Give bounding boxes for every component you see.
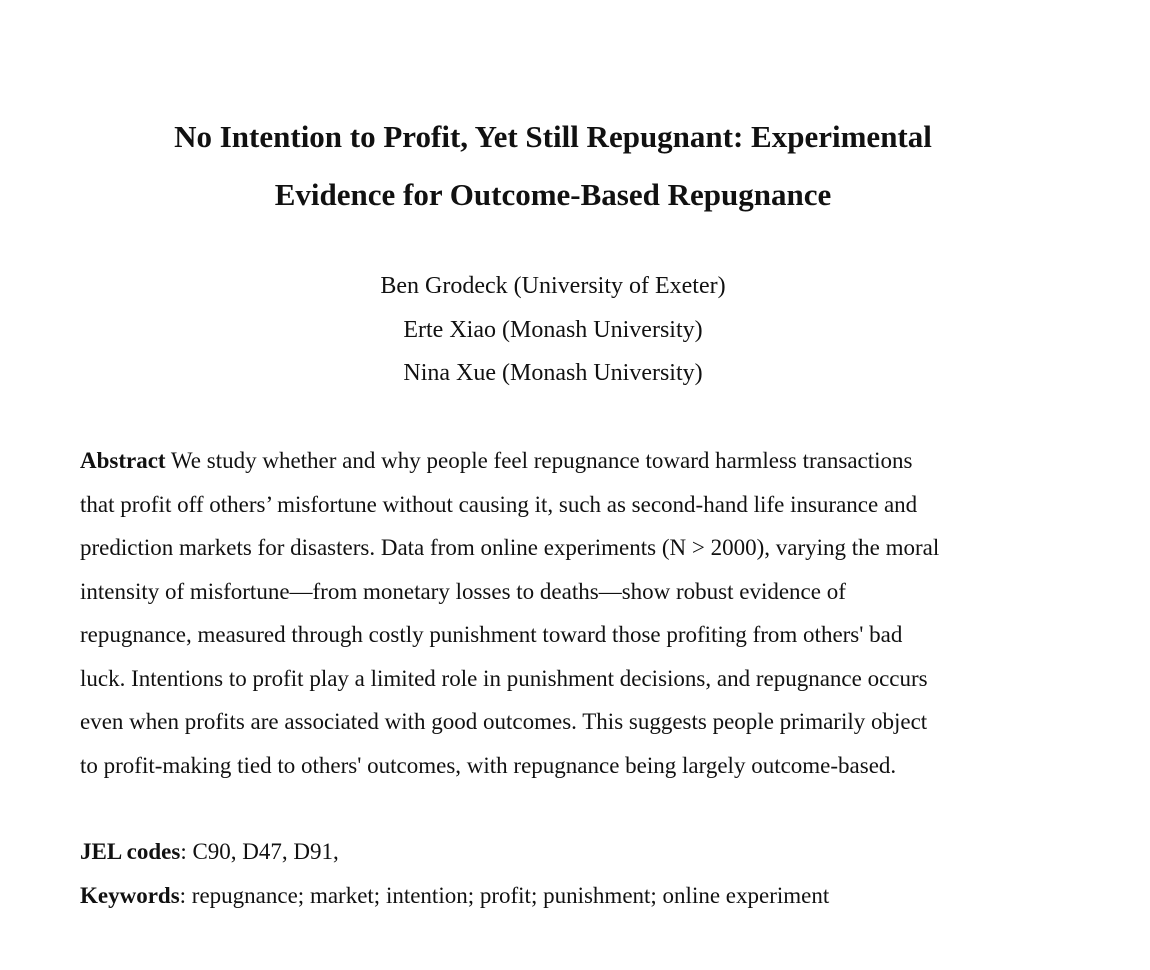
abstract-line: [80, 439, 1040, 483]
author-list: [80, 265, 1026, 396]
author: Nina Xue (Monash University): [403, 360, 703, 386]
paper-metadata: [80, 830, 1040, 917]
abstract-text: We study whether and why people feel repugnance toward harmless transactions: [165, 448, 913, 473]
abstract-line: intensity of misfortune—from monetary losses to deaths—show robust evidence of: [80, 578, 846, 604]
abstract-line: to profit-making tied to others' outcomes, with repugnance being largely outcome-based.: [80, 752, 897, 778]
title-line: No Intention to Profit, Yet Still Repugnant: Experimental: [174, 119, 932, 154]
abstract-line: that profit off others’ misfortune without causing it, such as second-hand life insurance and: [80, 491, 918, 517]
keywords-value: : repugnance; market; intention; profit; punishment; online experiment: [179, 882, 830, 908]
jel-label: JEL codes: [80, 839, 181, 864]
keywords: [80, 874, 1040, 918]
author: Ben Grodeck (University of Exeter): [380, 273, 726, 299]
abstract-line: prediction markets for disasters. Data from online experiments (N > 2000), varying the moral: [80, 535, 940, 560]
abstract-line: repugnance, measured through costly punishment toward those profiting from others' bad: [80, 622, 903, 647]
abstract: [80, 439, 1040, 787]
author: Erte Xiao (Monash University): [403, 316, 703, 343]
paper-title: [80, 108, 1026, 224]
keywords-label: Keywords: [80, 882, 180, 908]
abstract-label: Abstract: [80, 448, 166, 473]
abstract-line: even when profits are associated with good outcomes. This suggests people primarily object: [80, 709, 928, 734]
jel-value: : C90, D47, D91,: [180, 839, 339, 864]
title-line: Evidence for Outcome-Based Repugnance: [274, 177, 832, 212]
jel-codes: [80, 830, 1040, 874]
abstract-line: luck. Intentions to profit play a limited role in punishment decisions, and repugnance occurs: [80, 665, 928, 691]
